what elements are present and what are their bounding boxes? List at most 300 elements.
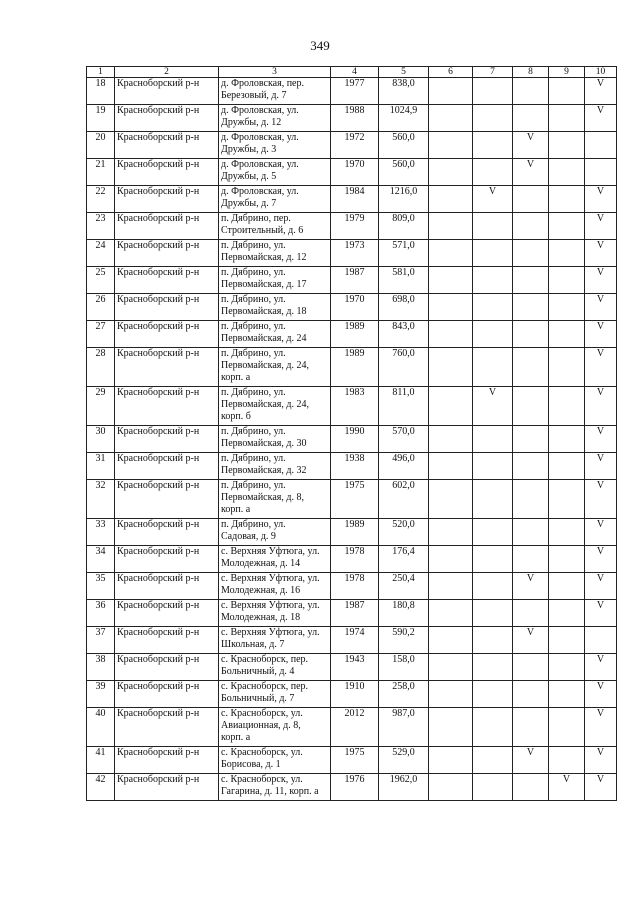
address-line: с. Красноборск, ул. — [221, 708, 303, 719]
row-number-cell: 27 — [87, 321, 115, 348]
address-line: Авиационная, д. 8, — [221, 720, 301, 731]
col8-mark-cell — [513, 708, 549, 747]
address-line: корп. а — [221, 732, 251, 743]
col6-mark-cell — [429, 600, 473, 627]
area-cell: 811,0 — [379, 387, 429, 426]
col7-mark-cell — [473, 681, 513, 708]
col6-mark-cell — [429, 321, 473, 348]
col10-mark-cell: V — [585, 747, 617, 774]
col7-mark-cell — [473, 519, 513, 546]
area-cell: 570,0 — [379, 426, 429, 453]
district-cell: Красноборский р-н — [115, 387, 219, 426]
col9-mark-cell: V — [549, 774, 585, 801]
col9-mark-cell — [549, 105, 585, 132]
year-cell: 1983 — [331, 387, 379, 426]
area-cell: 258,0 — [379, 681, 429, 708]
address-line: с. Верхняя Уфтюга, ул. — [221, 546, 320, 557]
col10-mark-cell: V — [585, 600, 617, 627]
col6-mark-cell — [429, 519, 473, 546]
year-cell: 1989 — [331, 348, 379, 387]
col7-mark-cell — [473, 453, 513, 480]
row-number-cell: 22 — [87, 186, 115, 213]
col9-mark-cell — [549, 708, 585, 747]
address-cell — [219, 321, 331, 348]
col7-mark-cell — [473, 159, 513, 186]
address-cell — [219, 348, 331, 387]
col6-mark-cell — [429, 159, 473, 186]
address-line: п. Дябрино, ул. — [221, 348, 286, 359]
district-cell: Красноборский р-н — [115, 78, 219, 105]
col10-mark-cell: V — [585, 480, 617, 519]
district-cell: Красноборский р-н — [115, 519, 219, 546]
year-cell: 1989 — [331, 321, 379, 348]
address-line: Первомайская, д. 18 — [221, 306, 307, 317]
col9-mark-cell — [549, 453, 585, 480]
address-cell — [219, 708, 331, 747]
col6-mark-cell — [429, 426, 473, 453]
header-cell: 10 — [585, 67, 617, 78]
col10-mark-cell: V — [585, 321, 617, 348]
header-cell: 4 — [331, 67, 379, 78]
address-line: п. Дябрино, ул. — [221, 453, 286, 464]
col9-mark-cell — [549, 681, 585, 708]
table-row — [87, 774, 617, 801]
area-cell: 571,0 — [379, 240, 429, 267]
address-line: Дружбы, д. 12 — [221, 117, 282, 128]
year-cell: 1976 — [331, 774, 379, 801]
area-cell: 987,0 — [379, 708, 429, 747]
address-line: Молодежная, д. 14 — [221, 558, 301, 569]
header-cell: 9 — [549, 67, 585, 78]
col6-mark-cell — [429, 453, 473, 480]
row-number-cell: 35 — [87, 573, 115, 600]
area-cell: 158,0 — [379, 654, 429, 681]
header-cell: 1 — [87, 67, 115, 78]
address-cell — [219, 159, 331, 186]
address-line: д. Фроловская, ул. — [221, 159, 299, 170]
address-line: с. Красноборск, пер. — [221, 654, 309, 665]
year-cell: 1979 — [331, 213, 379, 240]
col10-mark-cell: V — [585, 453, 617, 480]
address-cell — [219, 105, 331, 132]
col8-mark-cell — [513, 387, 549, 426]
table-row — [87, 267, 617, 294]
address-cell — [219, 774, 331, 801]
address-line: п. Дябрино, ул. — [221, 294, 286, 305]
year-cell: 1989 — [331, 519, 379, 546]
area-cell: 176,4 — [379, 546, 429, 573]
district-cell: Красноборский р-н — [115, 600, 219, 627]
col10-mark-cell: V — [585, 78, 617, 105]
row-number-cell: 23 — [87, 213, 115, 240]
col9-mark-cell — [549, 519, 585, 546]
address-line: Садовая, д. 9 — [221, 531, 276, 542]
col9-mark-cell — [549, 78, 585, 105]
col10-mark-cell: V — [585, 573, 617, 600]
area-cell: 581,0 — [379, 267, 429, 294]
col10-mark-cell: V — [585, 213, 617, 240]
col6-mark-cell — [429, 747, 473, 774]
year-cell: 2012 — [331, 708, 379, 747]
address-line: Первомайская, д. 30 — [221, 438, 307, 449]
address-line: Березовый, д. 7 — [221, 90, 287, 101]
col6-mark-cell — [429, 708, 473, 747]
area-cell: 529,0 — [379, 747, 429, 774]
address-line: Строительный, д. 6 — [221, 225, 304, 236]
col10-mark-cell: V — [585, 240, 617, 267]
col7-mark-cell — [473, 747, 513, 774]
row-number-cell: 40 — [87, 708, 115, 747]
row-number-cell: 24 — [87, 240, 115, 267]
address-line: Больничный, д. 7 — [221, 693, 295, 704]
row-number-cell: 26 — [87, 294, 115, 321]
col6-mark-cell — [429, 267, 473, 294]
col9-mark-cell — [549, 546, 585, 573]
table-row — [87, 453, 617, 480]
col9-mark-cell — [549, 348, 585, 387]
area-cell: 180,8 — [379, 600, 429, 627]
col6-mark-cell — [429, 681, 473, 708]
row-number-cell: 36 — [87, 600, 115, 627]
col7-mark-cell — [473, 213, 513, 240]
address-line: Дружбы, д. 3 — [221, 144, 277, 155]
row-number-cell: 21 — [87, 159, 115, 186]
district-cell: Красноборский р-н — [115, 627, 219, 654]
col9-mark-cell — [549, 627, 585, 654]
col7-mark-cell — [473, 546, 513, 573]
col10-mark-cell — [585, 159, 617, 186]
col8-mark-cell — [513, 213, 549, 240]
address-cell — [219, 387, 331, 426]
row-number-cell: 41 — [87, 747, 115, 774]
table-row — [87, 159, 617, 186]
table-row — [87, 573, 617, 600]
district-cell: Красноборский р-н — [115, 267, 219, 294]
col10-mark-cell: V — [585, 294, 617, 321]
col7-mark-cell — [473, 774, 513, 801]
header-cell: 5 — [379, 67, 429, 78]
col7-mark-cell: V — [473, 186, 513, 213]
col9-mark-cell — [549, 213, 585, 240]
row-number-cell: 20 — [87, 132, 115, 159]
year-cell: 1910 — [331, 681, 379, 708]
district-cell: Красноборский р-н — [115, 186, 219, 213]
table-row — [87, 681, 617, 708]
address-cell — [219, 240, 331, 267]
table-body — [87, 67, 617, 801]
area-cell: 838,0 — [379, 78, 429, 105]
col6-mark-cell — [429, 774, 473, 801]
address-line: д. Фроловская, ул. — [221, 105, 299, 116]
address-cell — [219, 480, 331, 519]
address-line: с. Красноборск, ул. — [221, 774, 303, 785]
col10-mark-cell: V — [585, 681, 617, 708]
row-number-cell: 38 — [87, 654, 115, 681]
area-cell: 496,0 — [379, 453, 429, 480]
row-number-cell: 28 — [87, 348, 115, 387]
col8-mark-cell — [513, 546, 549, 573]
year-cell: 1975 — [331, 480, 379, 519]
col8-mark-cell — [513, 654, 549, 681]
col10-mark-cell — [585, 132, 617, 159]
col8-mark-cell — [513, 519, 549, 546]
col8-mark-cell — [513, 240, 549, 267]
address-line: д. Фроловская, пер. — [221, 78, 304, 89]
district-cell: Красноборский р-н — [115, 132, 219, 159]
district-cell: Красноборский р-н — [115, 774, 219, 801]
col6-mark-cell — [429, 627, 473, 654]
col8-mark-cell — [513, 480, 549, 519]
col9-mark-cell — [549, 573, 585, 600]
address-line: Первомайская, д. 12 — [221, 252, 307, 263]
col9-mark-cell — [549, 426, 585, 453]
area-cell: 1216,0 — [379, 186, 429, 213]
year-cell: 1975 — [331, 747, 379, 774]
col6-mark-cell — [429, 348, 473, 387]
address-cell — [219, 267, 331, 294]
row-number-cell: 30 — [87, 426, 115, 453]
col6-mark-cell — [429, 213, 473, 240]
area-cell: 560,0 — [379, 132, 429, 159]
col10-mark-cell: V — [585, 387, 617, 426]
address-line: Больничный, д. 4 — [221, 666, 295, 677]
table-row — [87, 240, 617, 267]
col6-mark-cell — [429, 480, 473, 519]
housing-table — [86, 66, 617, 801]
row-number-cell: 25 — [87, 267, 115, 294]
col7-mark-cell — [473, 600, 513, 627]
col7-mark-cell — [473, 708, 513, 747]
district-cell: Красноборский р-н — [115, 240, 219, 267]
table-row — [87, 747, 617, 774]
year-cell: 1972 — [331, 132, 379, 159]
year-cell: 1978 — [331, 573, 379, 600]
address-cell — [219, 573, 331, 600]
col7-mark-cell — [473, 654, 513, 681]
year-cell: 1988 — [331, 105, 379, 132]
col8-mark-cell — [513, 321, 549, 348]
col10-mark-cell: V — [585, 654, 617, 681]
col10-mark-cell: V — [585, 105, 617, 132]
col8-mark-cell — [513, 426, 549, 453]
address-line: п. Дябрино, ул. — [221, 321, 286, 332]
address-cell — [219, 213, 331, 240]
col9-mark-cell — [549, 387, 585, 426]
col8-mark-cell — [513, 294, 549, 321]
col10-mark-cell — [585, 627, 617, 654]
row-number-cell: 42 — [87, 774, 115, 801]
address-cell — [219, 426, 331, 453]
col9-mark-cell — [549, 186, 585, 213]
table-row — [87, 294, 617, 321]
address-line: с. Красноборск, ул. — [221, 747, 303, 758]
address-cell — [219, 546, 331, 573]
col9-mark-cell — [549, 654, 585, 681]
col8-mark-cell: V — [513, 573, 549, 600]
col8-mark-cell — [513, 267, 549, 294]
col6-mark-cell — [429, 240, 473, 267]
col7-mark-cell — [473, 240, 513, 267]
year-cell: 1973 — [331, 240, 379, 267]
address-line: Первомайская, д. 8, — [221, 492, 304, 503]
col6-mark-cell — [429, 132, 473, 159]
district-cell: Красноборский р-н — [115, 105, 219, 132]
table-row — [87, 600, 617, 627]
col10-mark-cell: V — [585, 348, 617, 387]
col8-mark-cell — [513, 681, 549, 708]
col7-mark-cell: V — [473, 387, 513, 426]
col10-mark-cell: V — [585, 546, 617, 573]
col10-mark-cell: V — [585, 186, 617, 213]
col8-mark-cell — [513, 348, 549, 387]
header-cell: 7 — [473, 67, 513, 78]
address-line: п. Дябрино, ул. — [221, 480, 286, 491]
address-line: Дружбы, д. 5 — [221, 171, 277, 182]
address-line: п. Дябрино, ул. — [221, 240, 286, 251]
address-cell — [219, 519, 331, 546]
table-row — [87, 519, 617, 546]
area-cell: 590,2 — [379, 627, 429, 654]
col6-mark-cell — [429, 546, 473, 573]
col6-mark-cell — [429, 294, 473, 321]
table-row — [87, 546, 617, 573]
table-row — [87, 78, 617, 105]
area-cell: 843,0 — [379, 321, 429, 348]
row-number-cell: 32 — [87, 480, 115, 519]
col10-mark-cell: V — [585, 774, 617, 801]
col7-mark-cell — [473, 426, 513, 453]
col7-mark-cell — [473, 78, 513, 105]
col7-mark-cell — [473, 105, 513, 132]
year-cell: 1977 — [331, 78, 379, 105]
district-cell: Красноборский р-н — [115, 546, 219, 573]
row-number-cell: 18 — [87, 78, 115, 105]
address-line: д. Фроловская, ул. — [221, 186, 299, 197]
table-row — [87, 708, 617, 747]
col10-mark-cell: V — [585, 708, 617, 747]
col8-mark-cell: V — [513, 747, 549, 774]
address-line: корп. а — [221, 372, 251, 383]
address-line: Первомайская, д. 17 — [221, 279, 307, 290]
address-line: корп. а — [221, 504, 251, 515]
address-line: Дружбы, д. 7 — [221, 198, 277, 209]
col9-mark-cell — [549, 600, 585, 627]
district-cell: Красноборский р-н — [115, 681, 219, 708]
col8-mark-cell: V — [513, 132, 549, 159]
address-line: корп. б — [221, 411, 251, 422]
col8-mark-cell — [513, 774, 549, 801]
header-cell: 3 — [219, 67, 331, 78]
row-number-cell: 19 — [87, 105, 115, 132]
table-row — [87, 348, 617, 387]
district-cell: Красноборский р-н — [115, 348, 219, 387]
year-cell: 1970 — [331, 159, 379, 186]
table-row — [87, 387, 617, 426]
address-line: Молодежная, д. 16 — [221, 585, 301, 596]
col9-mark-cell — [549, 132, 585, 159]
col8-mark-cell — [513, 186, 549, 213]
header-cell: 6 — [429, 67, 473, 78]
address-cell — [219, 654, 331, 681]
address-cell — [219, 600, 331, 627]
col7-mark-cell — [473, 480, 513, 519]
year-cell: 1984 — [331, 186, 379, 213]
row-number-cell: 37 — [87, 627, 115, 654]
address-line: Первомайская, д. 24 — [221, 333, 307, 344]
row-number-cell: 29 — [87, 387, 115, 426]
year-cell: 1938 — [331, 453, 379, 480]
table-row — [87, 627, 617, 654]
table-row — [87, 213, 617, 240]
col9-mark-cell — [549, 240, 585, 267]
address-line: п. Дябрино, ул. — [221, 267, 286, 278]
col7-mark-cell — [473, 267, 513, 294]
address-cell — [219, 186, 331, 213]
address-cell — [219, 747, 331, 774]
area-cell: 698,0 — [379, 294, 429, 321]
col7-mark-cell — [473, 348, 513, 387]
address-line: Первомайская, д. 24, — [221, 360, 309, 371]
area-cell: 602,0 — [379, 480, 429, 519]
col6-mark-cell — [429, 105, 473, 132]
district-cell: Красноборский р-н — [115, 321, 219, 348]
col6-mark-cell — [429, 654, 473, 681]
col8-mark-cell: V — [513, 159, 549, 186]
col7-mark-cell — [473, 294, 513, 321]
address-line: д. Фроловская, ул. — [221, 132, 299, 143]
district-cell: Красноборский р-н — [115, 708, 219, 747]
col6-mark-cell — [429, 186, 473, 213]
col6-mark-cell — [429, 78, 473, 105]
district-cell: Красноборский р-н — [115, 747, 219, 774]
row-number-cell: 34 — [87, 546, 115, 573]
district-cell: Красноборский р-н — [115, 453, 219, 480]
year-cell: 1943 — [331, 654, 379, 681]
year-cell: 1987 — [331, 600, 379, 627]
address-line: п. Дябрино, ул. — [221, 387, 286, 398]
address-line: Борисова, д. 1 — [221, 759, 281, 770]
year-cell: 1978 — [331, 546, 379, 573]
header-row — [87, 67, 617, 78]
area-cell: 1024,9 — [379, 105, 429, 132]
year-cell: 1974 — [331, 627, 379, 654]
district-cell: Красноборский р-н — [115, 426, 219, 453]
year-cell: 1990 — [331, 426, 379, 453]
address-line: с. Верхняя Уфтюга, ул. — [221, 573, 320, 584]
address-line: с. Красноборск, пер. — [221, 681, 309, 692]
address-line: п. Дябрино, ул. — [221, 519, 286, 530]
year-cell: 1970 — [331, 294, 379, 321]
address-cell — [219, 453, 331, 480]
col7-mark-cell — [473, 132, 513, 159]
area-cell: 520,0 — [379, 519, 429, 546]
address-line: Гагарина, д. 11, корп. а — [221, 786, 319, 797]
district-cell: Красноборский р-н — [115, 654, 219, 681]
header-cell: 2 — [115, 67, 219, 78]
row-number-cell: 33 — [87, 519, 115, 546]
col9-mark-cell — [549, 321, 585, 348]
table-row — [87, 654, 617, 681]
area-cell: 760,0 — [379, 348, 429, 387]
col9-mark-cell — [549, 294, 585, 321]
area-cell: 250,4 — [379, 573, 429, 600]
address-cell — [219, 132, 331, 159]
row-number-cell: 31 — [87, 453, 115, 480]
col8-mark-cell — [513, 600, 549, 627]
address-line: с. Верхняя Уфтюга, ул. — [221, 600, 320, 611]
table-row — [87, 321, 617, 348]
district-cell: Красноборский р-н — [115, 480, 219, 519]
